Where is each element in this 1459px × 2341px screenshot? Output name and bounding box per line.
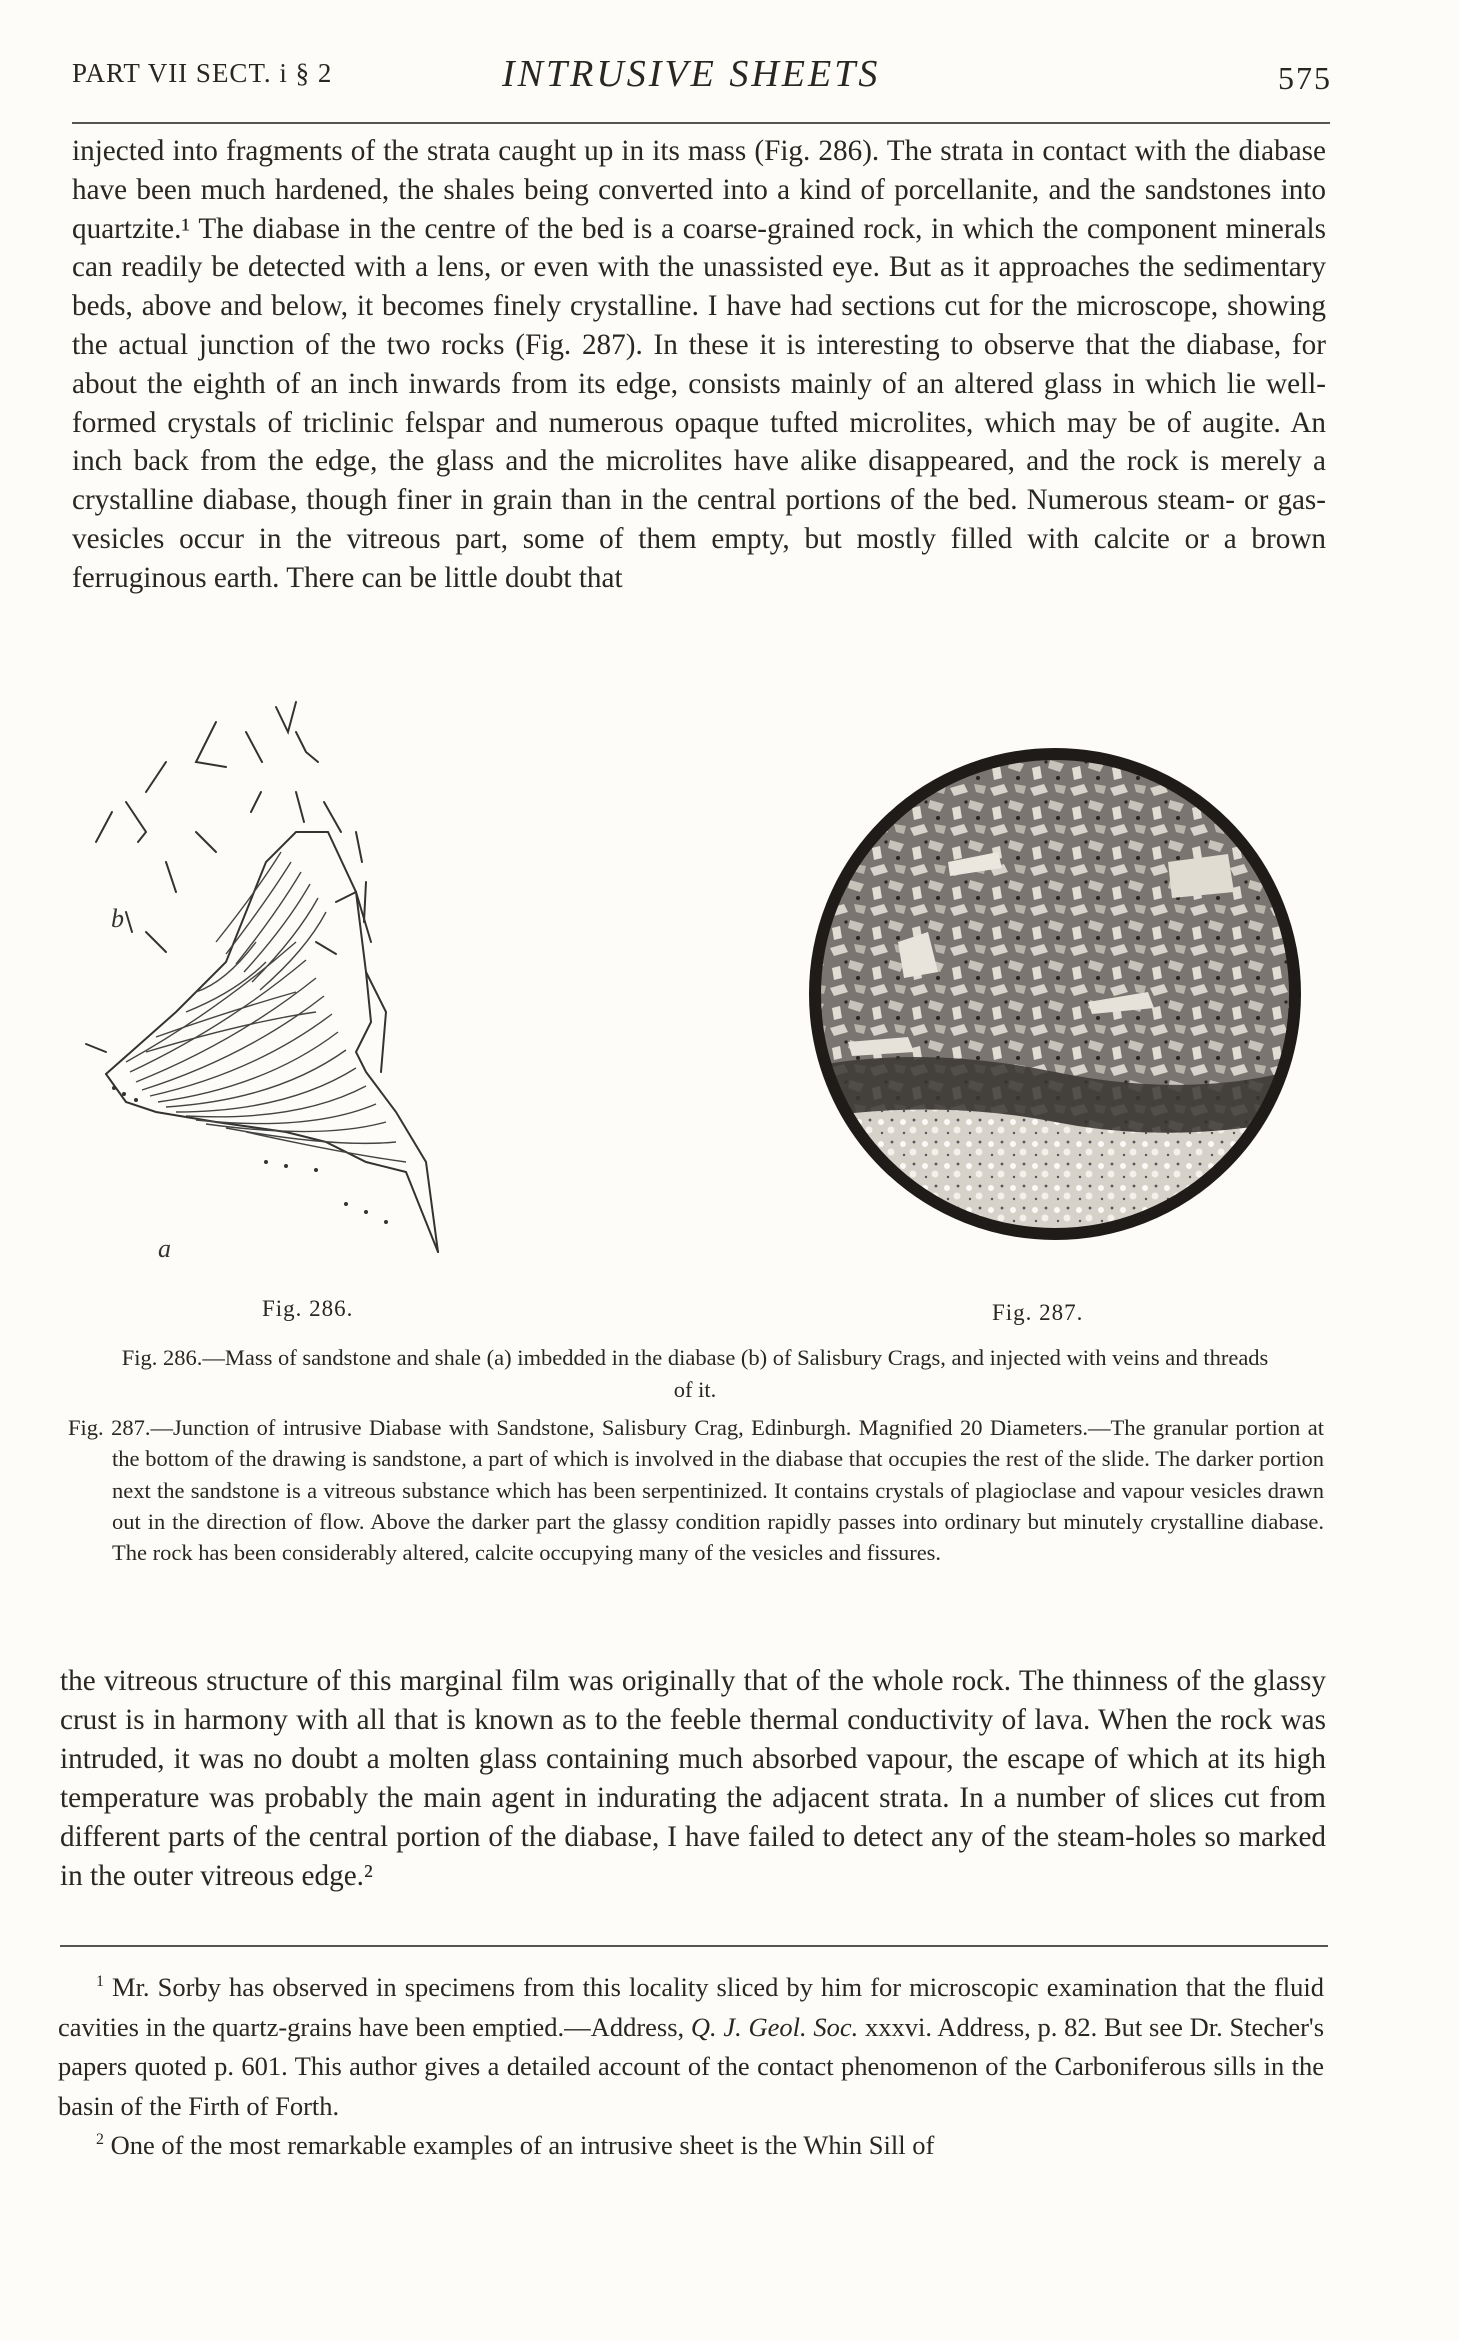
running-header bbox=[72, 52, 1332, 102]
figure-286-label: Fig. 286. bbox=[262, 1296, 354, 1321]
figure-287-caption-text: Fig. 287.—Junction of intrusive Diabase with Sandstone, Salisbury Crag, Edinburgh. Magnified 20 Diameters.—The granular portion at the bottom of the drawing is sandstone, a part of which is involved in the diabase that occupies the rest of the slide. The darker portion next the sandstone is a vitreous substance which has been serpentinized. It contains crystals of plagioclase and vapour vesicles drawn out in the direction of flow. Above the darker part the glassy condition rapidly passes into ordinary but minutely crystalline diabase. The rock has been considerably altered, calcite occupying many of the vesicles and fissures. bbox=[68, 1415, 1324, 1566]
header-rule bbox=[72, 122, 1330, 124]
figure-286-drawing bbox=[66, 692, 576, 1292]
footnote-1-text-b: xxxvi. Address, p. 82. But see Dr. Stecher's papers quoted p. 601. This author gives a detailed account of the contact phenomenon of the Carboniferous sills in the basin of the Firth of Forth. bbox=[58, 2011, 1325, 2121]
footnote-1 bbox=[58, 1968, 1324, 2126]
footnote-1-marker: 1 bbox=[96, 1973, 104, 1991]
figure-286-letter-b: b bbox=[111, 904, 124, 933]
figure-286-letter-a: a bbox=[158, 1234, 171, 1263]
page-number: 575 bbox=[1278, 60, 1332, 96]
footnote-rule bbox=[60, 1945, 1328, 1947]
running-title: INTRUSIVE SHEETS bbox=[502, 53, 881, 95]
figure-286-caption: Fig. 286.—Mass of sandstone and shale (a) imbedded in the diabase (b) of Salisbury Crags, and injected with veins and threads of it. bbox=[121, 1345, 1269, 1402]
footnote-1-text-a: Mr. Sorby has observed in specimens from this locality sliced by him for microscopic examination that the fluid cavities in the quartz-grains have been emptied.—Address, bbox=[58, 1972, 1324, 2042]
body-paragraph-top: injected into fragments of the strata caught up in its mass (Fig. 286). The strata in contact with the diabase have been much hardened, the shales being converted into a kind of porcellanite, and the sandstones into quartzite.¹ The diabase in the centre of the bed is a coarse-grained rock, in which the component minerals can readily be detected with a lens, or even with the unassisted eye. But as it approaches the sedimentary beds, above and below, it becomes finely crystalline. I have had sections cut for the microscope, showing the actual junction of the two rocks (Fig. 287). In these it is interesting to observe that the diabase, for about the eighth of an inch inwards from its edge, consists mainly of an altered glass in which lie well-formed crystals of triclinic felspar and numerous opaque tufted microlites, which may be of augite. An inch back from the edge, the glass and the microlites have alike disappeared, and the rock is merely a crystalline diabase, though finer in grain than in the central portions of the bed. Numerous steam- or gas-vesicles occur in the vitreous part, some of them empty, but mostly filled with calcite or a brown ferruginous earth. There can be little doubt that bbox=[72, 135, 1326, 594]
footnote-2 bbox=[58, 2126, 1324, 2166]
footnote-2-text: One of the most remarkable examples of an intrusive sheet is the Whin Sill of bbox=[110, 2130, 935, 2160]
footnotes bbox=[58, 1968, 1324, 2166]
footnote-1-journal: Q. J. Geol. Soc. bbox=[690, 2011, 859, 2042]
body-paragraph-bottom: the vitreous structure of this marginal film was originally that of the whole rock. The thinness of the glassy crust is in harmony with all that is known as to the feeble thermal conductivity of lava. When the rock was intruded, it was no doubt a molten glass containing much absorbed vapour, the escape of which at its high temperature was probably the main agent in indurating the adjacent strata. In a number of slices cut from different parts of the central portion of the diabase, I have failed to detect any of the steam-holes so marked in the outer vitreous edge.² bbox=[60, 1665, 1326, 1892]
figure-287-caption bbox=[68, 1412, 1324, 1568]
figure-287-micrograph bbox=[788, 742, 1322, 1246]
figure-287-label: Fig. 287. bbox=[992, 1300, 1084, 1325]
footnote-2-marker: 2 bbox=[96, 2131, 104, 2149]
section-reference: PART VII SECT. i § 2 bbox=[72, 58, 333, 88]
